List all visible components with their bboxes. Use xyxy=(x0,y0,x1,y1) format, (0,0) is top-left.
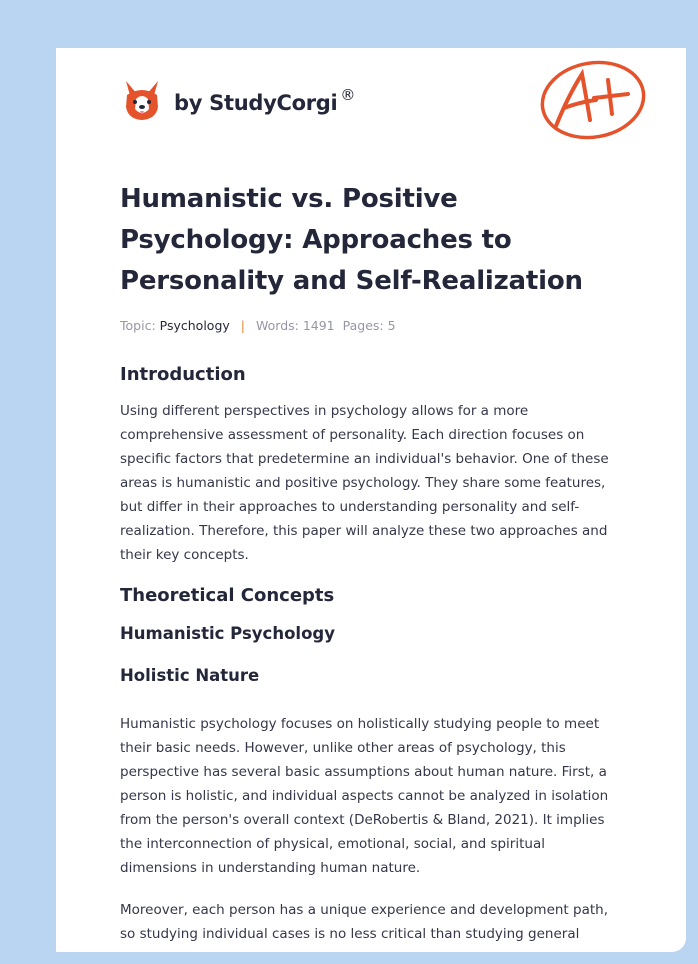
a-plus-grade-icon xyxy=(538,58,650,142)
registered-mark: ® xyxy=(340,86,356,104)
topic-label: Topic: xyxy=(120,318,156,333)
topic-link[interactable]: Psychology xyxy=(159,318,230,333)
humanistic-psychology-heading: Humanistic Psychology xyxy=(120,624,335,643)
article-content xyxy=(120,179,620,946)
brand-name xyxy=(174,86,356,115)
studycorgi-logo[interactable] xyxy=(122,78,355,124)
corgi-logo-icon xyxy=(122,79,162,123)
theoretical-concepts-heading: Theoretical Concepts xyxy=(120,585,335,606)
word-count: Words: 1491 xyxy=(256,318,335,333)
introduction-heading: Introduction xyxy=(120,364,246,385)
meta-separator: | xyxy=(240,318,245,333)
introduction-paragraph: Using different perspectives in psychology allows for a more comprehensive assessment of personality. Each direction focuses on specific factors that predetermine an individual's behavior. One of these areas is humanistic and positive psychology. They share some features, but differ in their approaches to understanding personality and self-realization. Therefore, this paper will analyze these two approaches and their key concepts. xyxy=(120,403,609,563)
holistic-nature-heading: Holistic Nature xyxy=(120,666,260,685)
document-card xyxy=(56,48,686,952)
holistic-paragraph-2: Moreover, each person has a unique experience and development path, so studying individual cases is no less critical than studying general xyxy=(120,902,609,942)
page-count: Pages: 5 xyxy=(342,318,396,333)
holistic-paragraph-1: Humanistic psychology focuses on holistically studying people to meet their basic needs. However, unlike other areas of psychology, this perspective has several basic assumptions about human nature. First, a person is holistic, and individual aspects cannot be analyzed in isolation from the person's overall context (DeRobertis & Bland, 2021). It implies the interconnection of physical, emotional, social, and spiritual dimensions in understanding human nature. xyxy=(120,716,609,876)
article-meta xyxy=(120,316,620,336)
page-title: Humanistic vs. Positive Psychology: Approaches to Personality and Self-Realization xyxy=(120,184,583,296)
brand-text: by StudyCorgi xyxy=(174,91,338,115)
